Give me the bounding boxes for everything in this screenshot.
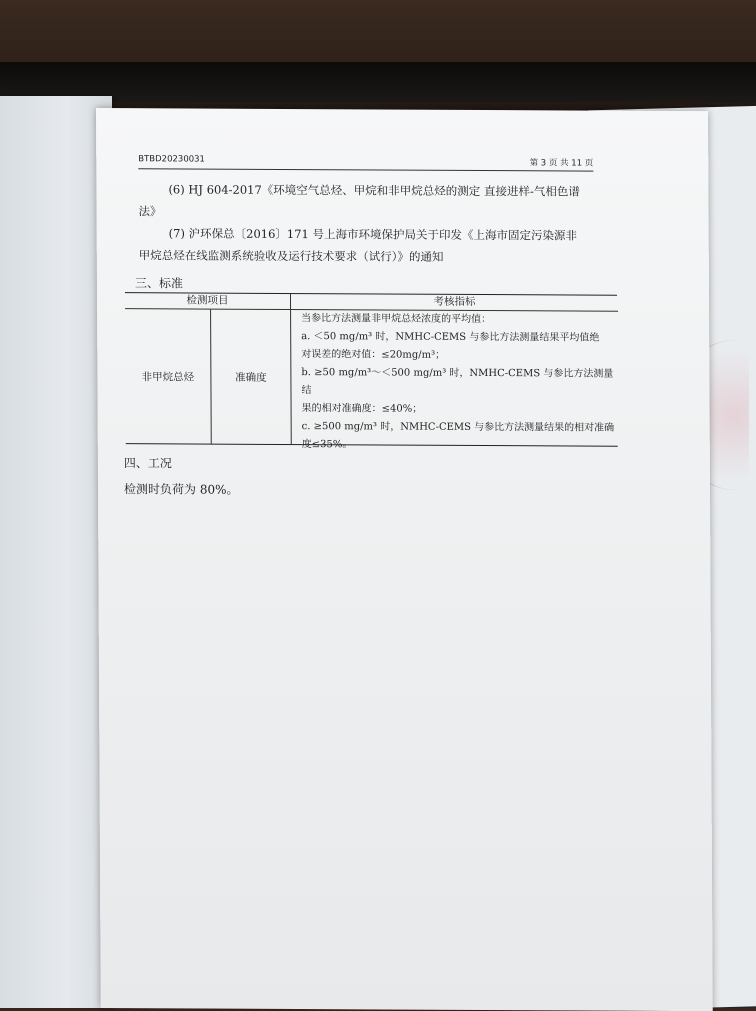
page-header [138, 154, 593, 171]
table-header-criteria: 考核指标 [290, 294, 618, 312]
standards-table [125, 292, 618, 451]
criteria-line: 对误差的绝对值：≤20mg/m³； [301, 349, 446, 361]
desk-edge [0, 62, 756, 102]
criteria-line: c. ≥500 mg/m³ 时，NMHC-CEMS 与参比方法测量结果的相对准确 [301, 421, 615, 434]
reference-7-continued: 甲烷总烃在线监测系统验收及运行技术要求（试行）》的通知 [138, 248, 444, 264]
criteria-line: 当参比方法测量非甲烷总烃浓度的平均值： [301, 313, 492, 326]
document-code: BTBD20230031 [138, 154, 205, 165]
table-cell-criteria [290, 310, 619, 451]
table-cell-item: 非甲烷总烃 [125, 309, 212, 443]
left-facing-page [0, 96, 112, 1008]
reference-6: (6) HJ 604-2017《环境空气总烃、甲烷和非甲烷总烃的测定 直接进样-气相色谱 [168, 182, 580, 199]
table-header-item: 检测项目 [125, 293, 290, 310]
criteria-line: b. ≥50 mg/m³～＜500 mg/m³ 时，NMHC-CEMS 与参比方法测量结 [301, 367, 614, 397]
criteria-line: 度≤35%。 [301, 439, 353, 451]
section-3-title: 三、标准 [134, 276, 183, 291]
table-cell-sub-item: 准确度 [235, 371, 267, 384]
criteria-line: a. ＜50 mg/m³ 时，NMHC-CEMS 与参比方法测量结果平均值绝 [301, 331, 600, 344]
page-number: 第 3 页 共 11 页 [529, 158, 594, 169]
reference-7: (7) 沪环保总〔2016〕171 号上海市环境保护局关于印发《上海市固定污染源非 [168, 226, 578, 243]
section-4-text: 检测时负荷为 80%。 [123, 482, 239, 497]
document-page [96, 108, 713, 1011]
reference-6-continued: 法》 [138, 204, 162, 219]
section-4-title: 四、工况 [123, 456, 172, 471]
criteria-line: 果的相对准确度：≤40%； [301, 403, 423, 415]
